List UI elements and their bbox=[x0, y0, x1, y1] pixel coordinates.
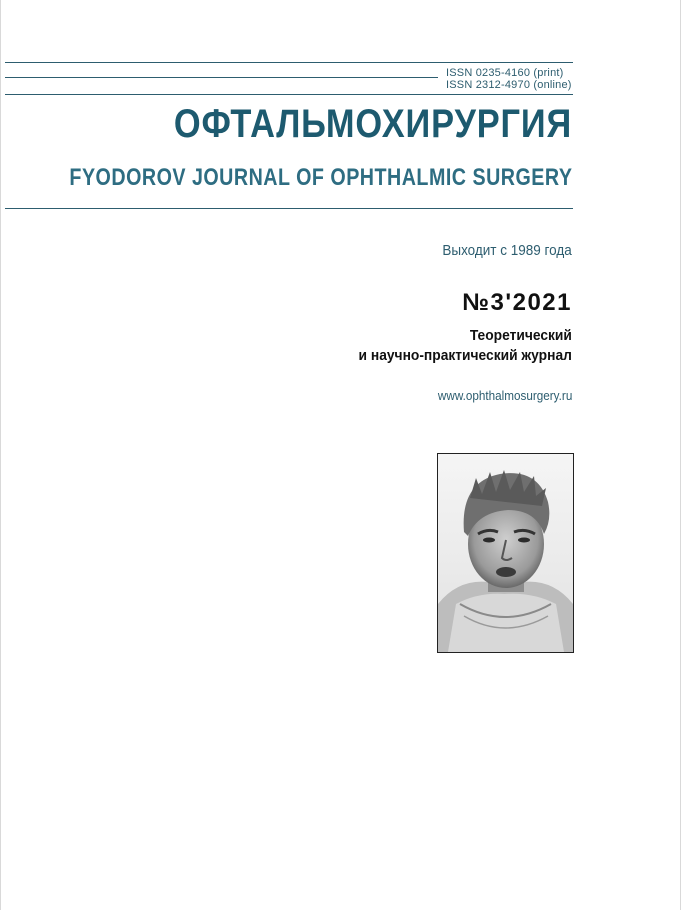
subtitle-line-1: Теоретический bbox=[469, 327, 572, 344]
issue-number: №3'2021 bbox=[462, 289, 572, 316]
title-rule bbox=[5, 208, 573, 209]
top-rule-2 bbox=[5, 77, 438, 78]
portrait-illustration bbox=[438, 454, 573, 652]
top-rule-3 bbox=[5, 94, 573, 95]
journal-title-ru: ОФТАЛЬМОХИРУРГИЯ bbox=[173, 102, 572, 146]
subtitle-line-2: и научно-практический журнал bbox=[358, 347, 572, 364]
issn-online: ISSN 2312-4970 (online) bbox=[446, 79, 572, 91]
journal-subtitle bbox=[359, 326, 572, 366]
portrait-photo bbox=[437, 453, 574, 653]
website-link[interactable]: www.ophthalmosurgery.ru bbox=[437, 388, 572, 403]
published-since: Выходит с 1989 года bbox=[442, 242, 572, 259]
issn-print: ISSN 0235-4160 (print) bbox=[446, 67, 564, 79]
journal-title-en: FYODOROV JOURNAL OF OPHTHALMIC SURGERY bbox=[68, 164, 572, 191]
top-rule-1 bbox=[5, 62, 573, 63]
